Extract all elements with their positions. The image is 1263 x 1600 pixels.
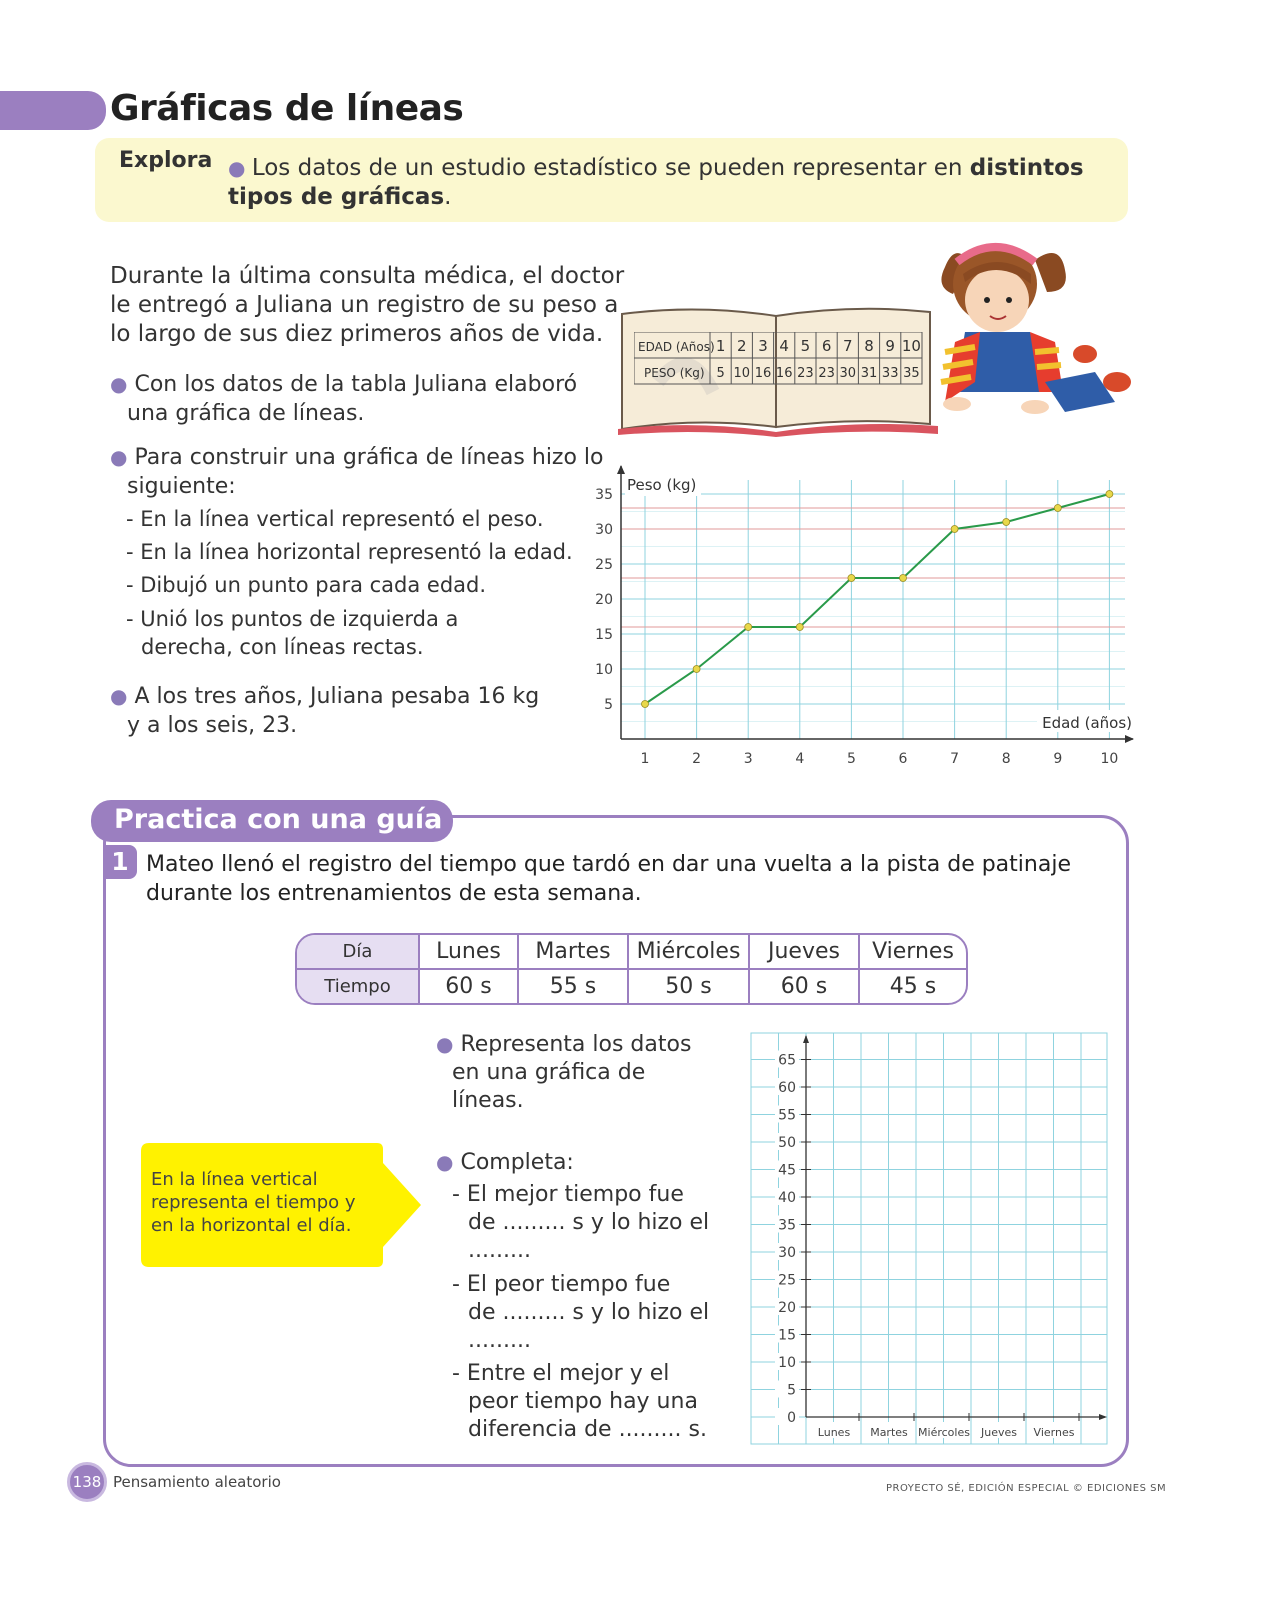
step-item: - En la línea horizontal representó la edad. <box>126 540 573 564</box>
data-point <box>745 624 752 631</box>
table-cell-time: 45 s <box>889 974 937 999</box>
table-col <box>418 935 517 1003</box>
table-header-col <box>297 935 418 1003</box>
bullet-icon: ● <box>110 445 128 469</box>
book-cell-weight: 23 <box>797 366 814 381</box>
data-point <box>848 575 855 582</box>
complete-item-worst: - El peor tiempo fue de ......... s y lo hizo el ......... <box>452 1272 710 1353</box>
y-tick-label: 25 <box>778 1272 796 1289</box>
book-cell-weight: 16 <box>775 366 793 381</box>
row-label-dia: Día <box>297 935 418 970</box>
book-cell-age: 8 <box>864 337 874 355</box>
time-table <box>295 933 968 1005</box>
title-tab-decoration <box>0 91 106 130</box>
x-tick-label: Martes <box>870 1426 908 1439</box>
y-tick-label: 55 <box>778 1107 796 1124</box>
x-tick-label: 6 <box>898 751 908 767</box>
x-tick-label: 7 <box>950 751 960 767</box>
x-tick-label: Miércoles <box>918 1426 970 1439</box>
book-row-label-weight: PESO (Kg) <box>644 366 705 380</box>
complete-item-difference: - Entre el mejor y el peor tiempo hay una diferencia de ......... s. <box>452 1361 707 1442</box>
table-col <box>517 935 627 1003</box>
y-tick-label: 50 <box>778 1135 796 1151</box>
x-tick-label: 3 <box>743 751 753 767</box>
y-tick-label: 10 <box>778 1355 796 1371</box>
book-cell-age: 5 <box>800 337 811 355</box>
bullet-icon: ● <box>228 156 252 180</box>
table-cell-day: Jueves <box>750 935 858 970</box>
explora-text: ● Los datos de un estudio estadístico se pueden representar en distintos tipos de gráficas. <box>228 155 1084 210</box>
y-tick-label: 5 <box>604 697 613 713</box>
book-cell-age: 7 <box>843 337 853 355</box>
intro-paragraph: Durante la última consulta médica, el doctor le entregó a Juliana un registro de su peso a lo largo de sus diez primeros años de vida. <box>110 263 625 347</box>
data-point <box>642 701 649 708</box>
book-cell-age: 4 <box>779 337 789 355</box>
y-tick-label: 35 <box>778 1217 796 1234</box>
task-complete-label: ● Completa: <box>436 1150 574 1175</box>
x-axis-label: Edad (años) <box>1042 714 1132 732</box>
y-tick-label: 30 <box>595 522 613 538</box>
table-cell-time: 55 s <box>549 974 597 999</box>
weight-age-line-chart <box>585 462 1140 772</box>
book-cell-weight: 16 <box>754 366 772 381</box>
x-tick-label: 4 <box>795 751 805 767</box>
x-tick-label: 8 <box>1001 751 1011 767</box>
complete-item-best: - El mejor tiempo fue de ......... s y lo hizo el ......... <box>452 1182 710 1263</box>
practica-tab: Practica con una guía <box>91 800 453 842</box>
x-tick-label: Lunes <box>817 1426 851 1439</box>
x-axis-arrow <box>1125 735 1134 743</box>
table-cell-day: Miércoles <box>629 935 748 970</box>
book-cell-age: 9 <box>885 337 895 355</box>
step-item: - En la línea vertical representó el peso. <box>126 507 544 531</box>
book-cell-age: 6 <box>821 337 832 355</box>
y-axis-arrow <box>617 465 625 474</box>
bullet-icon: ● <box>436 1032 454 1056</box>
book-cell-age: 1 <box>715 337 726 355</box>
y-tick-label: 25 <box>595 557 613 573</box>
task-represent: ● Representa los datos en una gráfica de líneas. <box>436 1032 692 1113</box>
y-tick-label: 65 <box>778 1052 796 1069</box>
girl-illustration <box>935 232 1135 427</box>
table-cell-day: Martes <box>519 935 627 970</box>
book-data-table <box>634 332 924 386</box>
step-item: derecha, con líneas rectas. <box>141 635 424 659</box>
book-cell-weight: 30 <box>839 366 857 381</box>
table-cell-time: 60 s <box>780 974 828 999</box>
x-tick-label: 2 <box>692 751 702 767</box>
bullet-icon: ● <box>110 372 128 396</box>
page-title: Gráficas de líneas <box>110 88 464 129</box>
y-tick-label: 15 <box>778 1327 796 1344</box>
step-item: - Dibujó un punto para cada edad. <box>126 573 487 597</box>
y-tick-label: 60 <box>778 1080 796 1096</box>
x-tick-label: 10 <box>1100 751 1119 767</box>
book-cell-weight: 35 <box>903 366 920 381</box>
book-row-label-age: EDAD (Años) <box>638 340 715 354</box>
x-tick-label: Jueves <box>981 1426 1017 1439</box>
question-number: 1 <box>103 845 137 879</box>
bullet-icon: ● <box>436 1150 454 1174</box>
data-point <box>693 666 700 673</box>
empty-time-grid-chart[interactable] <box>750 1032 1110 1447</box>
y-tick-label: 40 <box>778 1190 796 1206</box>
table-cell-day: Lunes <box>420 935 517 970</box>
step-item: - Unió los puntos de izquierda a <box>126 607 459 631</box>
y-tick-label: 45 <box>778 1162 796 1179</box>
tip-text: En la línea vertical representa el tiempo y en la horizontal el día. <box>151 1169 356 1236</box>
data-point <box>900 575 907 582</box>
y-tick-label: 20 <box>595 592 613 608</box>
y-tick-label: 15 <box>595 627 613 643</box>
y-tick-label: 5 <box>787 1382 796 1399</box>
data-point <box>951 526 958 533</box>
row-label-tiempo: Tiempo <box>297 970 418 1003</box>
table-col <box>858 935 966 1003</box>
x-tick-label: 9 <box>1053 751 1063 767</box>
intro-bullet-3: ● A los tres años, Juliana pesaba 16 kg y a los seis, 23. <box>110 684 540 738</box>
book-cell-weight: 23 <box>818 366 835 381</box>
section-label: Pensamiento aleatorio <box>113 1473 281 1491</box>
x-tick-label: 5 <box>846 751 856 767</box>
table-col <box>748 935 858 1003</box>
y-tick-label: 0 <box>787 1410 796 1426</box>
table-cell-time: 50 s <box>665 974 712 999</box>
explora-label: Explora <box>119 148 213 173</box>
intro-bullet-1: ● Con los datos de la tabla Juliana elaboró una gráfica de líneas. <box>110 372 578 426</box>
x-tick-label: 1 <box>640 751 650 767</box>
data-point <box>1054 505 1061 512</box>
table-cell-day: Viernes <box>860 935 966 970</box>
data-point <box>1106 491 1113 498</box>
publisher-credit: PROYECTO SÉ, EDICIÓN ESPECIAL © EDICIONES SM <box>886 1483 1167 1494</box>
y-axis-label: Peso (kg) <box>627 476 697 494</box>
book-cell-weight: 10 <box>733 366 751 381</box>
x-tick-label: Viernes <box>1033 1426 1075 1439</box>
y-tick-label: 10 <box>595 662 613 678</box>
y-tick-label: 20 <box>778 1300 796 1316</box>
bullet-icon: ● <box>110 684 128 708</box>
book-cell-weight: 33 <box>881 366 899 381</box>
intro-bullet-2: ● Para construir una gráfica de líneas hizo lo siguiente: <box>110 445 604 499</box>
y-tick-label: 30 <box>778 1245 796 1261</box>
book-cell-weight: 5 <box>716 366 725 381</box>
question-text: Mateo llenó el registro del tiempo que tardó en dar una vuelta a la pista de patinaje durante los entrenamientos de esta semana. <box>146 852 1071 906</box>
book-cell-age: 3 <box>758 337 768 355</box>
table-cell-time: 60 s <box>445 974 492 999</box>
data-point <box>1003 519 1010 526</box>
book-cell-age: 2 <box>737 337 747 355</box>
book-cell-weight: 31 <box>860 366 878 381</box>
table-col <box>627 935 748 1003</box>
book-cell-age: 10 <box>901 337 921 355</box>
page-number: 138 <box>67 1462 107 1502</box>
data-point <box>796 624 803 631</box>
y-tick-label: 35 <box>595 487 613 503</box>
